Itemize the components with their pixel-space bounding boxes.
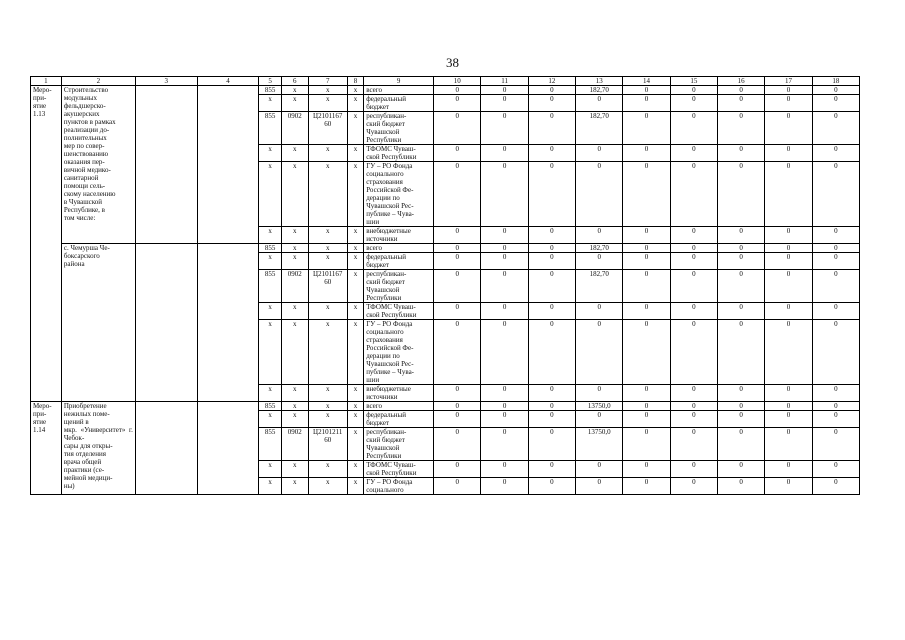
- value-cell: 0: [718, 244, 765, 253]
- code-type-cell: х: [347, 253, 363, 270]
- column-number-row: [31, 77, 860, 86]
- value-cell: 0: [434, 478, 481, 495]
- funding-source-cell: ГУ – РО Фонда социального страхования Российской Фе- дерации по Чувашской Рес- публике – Чува- шии: [364, 320, 434, 385]
- column-number: 6: [281, 77, 308, 86]
- code-grbs-cell: х: [259, 320, 282, 385]
- value-cell: 0: [528, 162, 575, 227]
- funding-source-cell: республикан- ский бюджет Чувашской Республики: [364, 112, 434, 145]
- value-cell: 0: [434, 95, 481, 112]
- value-cell: 0: [812, 478, 859, 495]
- value-cell: 0: [670, 112, 717, 145]
- value-cell: 0: [718, 253, 765, 270]
- value-cell: 0: [434, 162, 481, 227]
- description-cell: Приобретение нежилых поме- щений в мкр. «Университет» г. Чебок- сары для откры- тия отделения врача общей практики (се- мейной медици- ны): [61, 402, 135, 495]
- value-cell: 0: [812, 145, 859, 162]
- code-target-cell: х: [308, 162, 347, 227]
- value-cell: 0: [765, 270, 812, 303]
- code-section-cell: х: [281, 86, 308, 95]
- code-section-cell: х: [281, 411, 308, 428]
- value-cell: 0: [812, 162, 859, 227]
- value-cell: 0: [434, 253, 481, 270]
- value-cell: 0: [576, 411, 623, 428]
- value-cell: 0: [812, 320, 859, 385]
- value-cell: 0: [481, 145, 528, 162]
- event-cell: Меро- при- ятие 1.13: [31, 86, 62, 402]
- value-cell: 0: [812, 227, 859, 244]
- value-cell: 0: [481, 478, 528, 495]
- funding-source-cell: ГУ – РО Фонда социального страхования Российской Фе- дерации по Чувашской Рес- публике – Чува- шии: [364, 162, 434, 227]
- code-section-cell: х: [281, 244, 308, 253]
- value-cell: 0: [670, 227, 717, 244]
- code-section-cell: х: [281, 385, 308, 402]
- value-cell: 0: [623, 320, 670, 385]
- value-cell: 0: [481, 320, 528, 385]
- value-cell: 0: [528, 270, 575, 303]
- value-cell: 0: [481, 411, 528, 428]
- value-cell: 0: [812, 112, 859, 145]
- value-cell: 0: [623, 86, 670, 95]
- value-cell: 0: [670, 402, 717, 411]
- value-cell: 0: [528, 411, 575, 428]
- column-number: 18: [812, 77, 859, 86]
- value-cell: 0: [623, 112, 670, 145]
- value-cell: 0: [812, 86, 859, 95]
- participants-cell: [197, 244, 259, 402]
- value-cell: 0: [576, 162, 623, 227]
- value-cell: 0: [718, 112, 765, 145]
- value-cell: 0: [481, 112, 528, 145]
- code-grbs-cell: х: [259, 227, 282, 244]
- value-cell: 0: [670, 86, 717, 95]
- value-cell: 0: [670, 145, 717, 162]
- code-section-cell: 0902: [281, 428, 308, 461]
- value-cell: 0: [670, 95, 717, 112]
- table-row: [31, 402, 860, 411]
- code-section-cell: х: [281, 227, 308, 244]
- code-type-cell: х: [347, 303, 363, 320]
- funding-source-cell: республикан- ский бюджет Чувашской Республики: [364, 428, 434, 461]
- value-cell: 0: [623, 303, 670, 320]
- value-cell: 0: [528, 303, 575, 320]
- funding-source-cell: внебюджетные источники: [364, 385, 434, 402]
- value-cell: 0: [765, 461, 812, 478]
- funding-source-cell: ТФОМС Чуваш- ской Республики: [364, 303, 434, 320]
- column-number: 9: [364, 77, 434, 86]
- value-cell: 0: [481, 402, 528, 411]
- value-cell: 0: [670, 253, 717, 270]
- code-grbs-cell: х: [259, 162, 282, 227]
- value-cell: 0: [481, 303, 528, 320]
- value-cell: 0: [528, 253, 575, 270]
- code-target-cell: Ц2101167 60: [308, 270, 347, 303]
- value-cell: 0: [623, 478, 670, 495]
- funding-source-cell: всего: [364, 244, 434, 253]
- description-cell: с. Чемурша Че- боксарского района: [61, 244, 135, 402]
- code-grbs-cell: 855: [259, 244, 282, 253]
- value-cell: 0: [528, 86, 575, 95]
- funding-source-cell: республикан- ский бюджет Чувашской Республики: [364, 270, 434, 303]
- code-type-cell: х: [347, 86, 363, 95]
- funding-source-cell: ГУ – РО Фонда социального: [364, 478, 434, 495]
- value-cell: 0: [718, 95, 765, 112]
- value-cell: 0: [670, 303, 717, 320]
- code-section-cell: х: [281, 320, 308, 385]
- value-cell: 0: [718, 270, 765, 303]
- value-cell: 0: [718, 162, 765, 227]
- value-cell: 0: [812, 303, 859, 320]
- value-cell: 0: [623, 385, 670, 402]
- value-cell: 0: [481, 244, 528, 253]
- code-target-cell: х: [308, 303, 347, 320]
- code-type-cell: х: [347, 461, 363, 478]
- value-cell: 0: [670, 411, 717, 428]
- code-grbs-cell: х: [259, 385, 282, 402]
- funding-source-cell: ТФОМС Чуваш- ской Республики: [364, 145, 434, 162]
- value-cell: 0: [812, 95, 859, 112]
- code-grbs-cell: х: [259, 303, 282, 320]
- funding-source-cell: всего: [364, 402, 434, 411]
- code-section-cell: х: [281, 162, 308, 227]
- code-grbs-cell: х: [259, 145, 282, 162]
- column-number: 13: [576, 77, 623, 86]
- value-cell: 0: [576, 303, 623, 320]
- column-number: 16: [718, 77, 765, 86]
- column-number: 12: [528, 77, 575, 86]
- code-section-cell: х: [281, 402, 308, 411]
- value-cell: 0: [812, 402, 859, 411]
- value-cell: 0: [765, 145, 812, 162]
- value-cell: 13750,0: [576, 402, 623, 411]
- code-type-cell: х: [347, 428, 363, 461]
- column-number: 14: [623, 77, 670, 86]
- code-type-cell: х: [347, 320, 363, 385]
- value-cell: 0: [528, 227, 575, 244]
- responsible-cell: [135, 86, 197, 244]
- code-section-cell: х: [281, 461, 308, 478]
- value-cell: 0: [670, 461, 717, 478]
- code-target-cell: х: [308, 385, 347, 402]
- value-cell: 0: [576, 385, 623, 402]
- value-cell: 0: [623, 95, 670, 112]
- value-cell: 0: [434, 461, 481, 478]
- value-cell: 0: [718, 86, 765, 95]
- code-target-cell: х: [308, 95, 347, 112]
- code-target-cell: х: [308, 461, 347, 478]
- value-cell: 0: [718, 145, 765, 162]
- code-grbs-cell: 855: [259, 428, 282, 461]
- column-number: 2: [61, 77, 135, 86]
- value-cell: 0: [434, 428, 481, 461]
- code-grbs-cell: х: [259, 253, 282, 270]
- budget-table: [30, 76, 860, 495]
- value-cell: 0: [670, 270, 717, 303]
- value-cell: 0: [718, 227, 765, 244]
- funding-source-cell: федеральный бюджет: [364, 253, 434, 270]
- value-cell: 0: [576, 253, 623, 270]
- value-cell: 0: [765, 162, 812, 227]
- value-cell: 0: [765, 428, 812, 461]
- code-type-cell: х: [347, 385, 363, 402]
- value-cell: 0: [718, 461, 765, 478]
- value-cell: 0: [718, 478, 765, 495]
- value-cell: 0: [528, 95, 575, 112]
- code-grbs-cell: 855: [259, 270, 282, 303]
- value-cell: 0: [576, 95, 623, 112]
- code-target-cell: Ц2101211 60: [308, 428, 347, 461]
- value-cell: 0: [670, 428, 717, 461]
- code-section-cell: 0902: [281, 112, 308, 145]
- value-cell: 0: [623, 227, 670, 244]
- column-number: 1: [31, 77, 62, 86]
- value-cell: 182,70: [576, 112, 623, 145]
- value-cell: 0: [434, 227, 481, 244]
- code-target-cell: х: [308, 478, 347, 495]
- participants-cell: [197, 86, 259, 244]
- value-cell: 0: [434, 411, 481, 428]
- value-cell: 0: [481, 162, 528, 227]
- column-number: 17: [765, 77, 812, 86]
- code-target-cell: Ц2101167 60: [308, 112, 347, 145]
- value-cell: 0: [812, 244, 859, 253]
- value-cell: 0: [718, 320, 765, 385]
- column-number: 15: [670, 77, 717, 86]
- column-number: 7: [308, 77, 347, 86]
- value-cell: 0: [670, 478, 717, 495]
- value-cell: 0: [434, 244, 481, 253]
- value-cell: 0: [670, 162, 717, 227]
- funding-source-cell: федеральный бюджет: [364, 95, 434, 112]
- code-grbs-cell: 855: [259, 402, 282, 411]
- value-cell: 182,70: [576, 244, 623, 253]
- column-number: 5: [259, 77, 282, 86]
- value-cell: 0: [765, 320, 812, 385]
- column-number: 10: [434, 77, 481, 86]
- value-cell: 0: [812, 461, 859, 478]
- code-type-cell: х: [347, 244, 363, 253]
- code-type-cell: х: [347, 478, 363, 495]
- code-section-cell: х: [281, 253, 308, 270]
- table-row: [31, 244, 860, 253]
- value-cell: 0: [718, 402, 765, 411]
- value-cell: 0: [623, 270, 670, 303]
- value-cell: 0: [434, 303, 481, 320]
- table-row: [31, 86, 860, 95]
- value-cell: 0: [765, 227, 812, 244]
- funding-source-cell: ТФОМС Чуваш- ской Республики: [364, 461, 434, 478]
- code-type-cell: х: [347, 112, 363, 145]
- code-type-cell: х: [347, 402, 363, 411]
- value-cell: 0: [765, 244, 812, 253]
- code-section-cell: х: [281, 303, 308, 320]
- value-cell: 0: [765, 95, 812, 112]
- value-cell: 0: [434, 270, 481, 303]
- value-cell: 0: [528, 244, 575, 253]
- value-cell: 0: [623, 244, 670, 253]
- code-target-cell: х: [308, 411, 347, 428]
- value-cell: 0: [481, 385, 528, 402]
- value-cell: 0: [765, 385, 812, 402]
- code-section-cell: х: [281, 145, 308, 162]
- value-cell: 0: [528, 145, 575, 162]
- value-cell: 0: [765, 411, 812, 428]
- code-type-cell: х: [347, 270, 363, 303]
- value-cell: 0: [434, 320, 481, 385]
- code-type-cell: х: [347, 145, 363, 162]
- value-cell: 0: [528, 112, 575, 145]
- code-grbs-cell: 855: [259, 112, 282, 145]
- value-cell: 0: [434, 112, 481, 145]
- code-target-cell: х: [308, 253, 347, 270]
- value-cell: 0: [576, 145, 623, 162]
- value-cell: 0: [481, 270, 528, 303]
- value-cell: 0: [765, 303, 812, 320]
- value-cell: 0: [434, 86, 481, 95]
- value-cell: 0: [670, 244, 717, 253]
- value-cell: 0: [812, 253, 859, 270]
- value-cell: 0: [765, 86, 812, 95]
- value-cell: 0: [623, 411, 670, 428]
- value-cell: 0: [670, 320, 717, 385]
- code-type-cell: х: [347, 227, 363, 244]
- value-cell: 0: [528, 478, 575, 495]
- value-cell: 0: [481, 253, 528, 270]
- value-cell: 0: [765, 112, 812, 145]
- funding-source-cell: внебюджетные источники: [364, 227, 434, 244]
- value-cell: 0: [528, 461, 575, 478]
- code-target-cell: х: [308, 244, 347, 253]
- value-cell: 0: [718, 411, 765, 428]
- value-cell: 0: [812, 385, 859, 402]
- value-cell: 0: [576, 320, 623, 385]
- value-cell: 0: [765, 253, 812, 270]
- value-cell: 0: [812, 411, 859, 428]
- value-cell: 0: [623, 461, 670, 478]
- responsible-cell: [135, 402, 197, 495]
- value-cell: 0: [576, 461, 623, 478]
- value-cell: 0: [528, 428, 575, 461]
- code-type-cell: х: [347, 95, 363, 112]
- value-cell: 0: [623, 402, 670, 411]
- value-cell: 0: [481, 428, 528, 461]
- value-cell: 0: [718, 428, 765, 461]
- value-cell: 0: [623, 145, 670, 162]
- value-cell: 0: [812, 270, 859, 303]
- code-grbs-cell: х: [259, 95, 282, 112]
- code-target-cell: х: [308, 320, 347, 385]
- funding-source-cell: всего: [364, 86, 434, 95]
- value-cell: 0: [765, 402, 812, 411]
- value-cell: 13750,0: [576, 428, 623, 461]
- value-cell: 0: [434, 385, 481, 402]
- column-number: 8: [347, 77, 363, 86]
- code-target-cell: х: [308, 145, 347, 162]
- value-cell: 0: [623, 253, 670, 270]
- value-cell: 0: [434, 402, 481, 411]
- code-grbs-cell: х: [259, 478, 282, 495]
- code-type-cell: х: [347, 162, 363, 227]
- value-cell: 0: [718, 385, 765, 402]
- code-section-cell: х: [281, 478, 308, 495]
- value-cell: 0: [481, 227, 528, 244]
- code-target-cell: х: [308, 227, 347, 244]
- value-cell: 0: [812, 428, 859, 461]
- value-cell: 0: [528, 320, 575, 385]
- value-cell: 182,70: [576, 86, 623, 95]
- description-cell: Строительство модульных фельдшерско- акушерских пунктов в рамках реализации до- полнительных мер по совер- шенствованию оказания пер- вичной медико- санитарной помощи сель- скому населению в Чувашской Республике, в том числе:: [61, 86, 135, 244]
- value-cell: 182,70: [576, 270, 623, 303]
- column-number: 4: [197, 77, 259, 86]
- value-cell: 0: [718, 303, 765, 320]
- value-cell: 0: [623, 162, 670, 227]
- value-cell: 0: [576, 227, 623, 244]
- value-cell: 0: [576, 478, 623, 495]
- event-cell: Меро- при- ятие 1.14: [31, 402, 62, 495]
- code-section-cell: 0902: [281, 270, 308, 303]
- value-cell: 0: [481, 461, 528, 478]
- code-target-cell: х: [308, 402, 347, 411]
- value-cell: 0: [481, 95, 528, 112]
- code-grbs-cell: 855: [259, 86, 282, 95]
- page-number: 38: [446, 55, 459, 70]
- column-number: 11: [481, 77, 528, 86]
- code-grbs-cell: х: [259, 411, 282, 428]
- responsible-cell: [135, 244, 197, 402]
- code-section-cell: х: [281, 95, 308, 112]
- participants-cell: [197, 402, 259, 495]
- code-type-cell: х: [347, 411, 363, 428]
- value-cell: 0: [434, 145, 481, 162]
- funding-source-cell: федеральный бюджет: [364, 411, 434, 428]
- value-cell: 0: [481, 86, 528, 95]
- value-cell: 0: [670, 385, 717, 402]
- code-target-cell: х: [308, 86, 347, 95]
- value-cell: 0: [765, 478, 812, 495]
- column-number: 3: [135, 77, 197, 86]
- value-cell: 0: [528, 385, 575, 402]
- code-grbs-cell: х: [259, 461, 282, 478]
- value-cell: 0: [623, 428, 670, 461]
- value-cell: 0: [528, 402, 575, 411]
